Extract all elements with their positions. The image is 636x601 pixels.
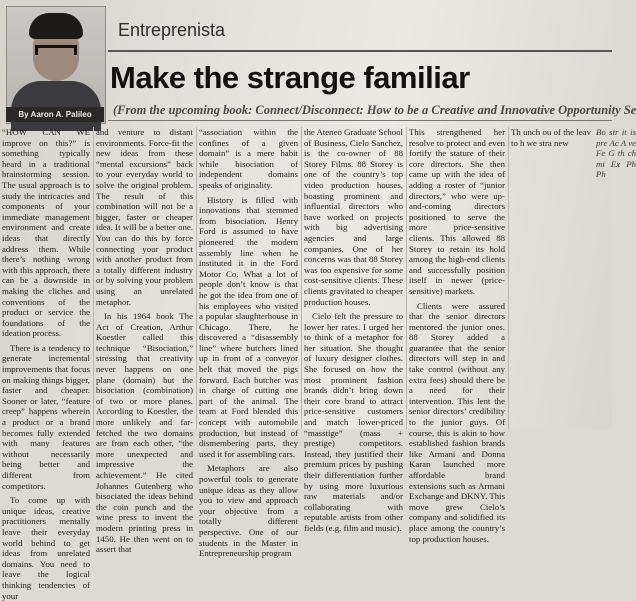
paragraph: Th unch ou of the leav to h we stra new (511, 127, 591, 148)
article-column-4 (304, 127, 403, 533)
headline: Make the strange familiar (110, 60, 470, 95)
column-rule (301, 127, 302, 429)
paragraph: Metaphors are also powerful tools to generate unique ideas as they allow you to view and approach your objective from a totally different perspective. One of our students in the Master in Entrepreneurship program (199, 463, 298, 559)
article-column-7-cropped (596, 127, 636, 429)
article-column-2 (96, 127, 193, 555)
subheadline: (From the upcoming book: Connect/Disconnect: How to be a Creative and Innovative Opportunity Se (113, 103, 636, 117)
paragraph: “HOW CAN WE improve on this?” is something typically heard in a traditional brainstorming session. The usual approach is to study the intricacies and components of your immediate management environment and create ideas that directly address them. While there’s nothing wrong with this approach, there can be a downside in making the cliches and conventions of the product or service the foundations of the ideation process. (2, 127, 90, 339)
paragraph: Cielo felt the pressure to lower her rates. I urged her to think of a metaphor for her situation. She thought of luxury designer clothes. She focused on how the most prominent fashion brands didn’t bring down their core brand to attract price-sensitive customers and match lower-priced “masstige” (mass + prestige) competitors. Instead, they justified their premium prices by pushing their differentiation further by using more luxurious raw materials and/or collaborating with reputable artists from other fields (e.g. film and music). (304, 311, 403, 533)
paragraph: Clients were assured that the senior directors mentored the junior ones. 88 Storey added a guarantee that the senior directors will step in and take control (without any extra fees) should there be a need for their intervention. This lent the senior directors’ credibility to the junior guys. Of course, this is akin to how established fashion brands like Armani and Donna Karan launched more affordable brand extensions such as Armani Exchange and DKNY. This move grew Cielo’s company and solidified its place among the country’s top production houses. (409, 300, 505, 544)
divider (108, 50, 612, 52)
column-rule (406, 127, 407, 429)
article-column-3 (199, 127, 298, 559)
paragraph: This strengthened her resolve to protect and even fortify the stature of their core directors. She then came up with the idea of adding a roster of “junior directors,” who were up-and-coming directors positioned to serve the more price-sensitive clients. This allowed 88 Storey to retain its hold among the high-end clients and successfully position itself in newer (price-sensitive) markets. (409, 127, 505, 296)
article-column-5 (409, 127, 505, 544)
divider (108, 120, 612, 121)
paragraph: Bo str it is pre Ac A ve Fe G th ch mi Ex Ph Ph (596, 127, 636, 180)
column-rule (508, 127, 509, 429)
article-column-1 (2, 127, 90, 601)
paragraph: the Ateneo Graduate School of Business, Cielo Sanchez, is the co-owner of 88 Storey Films. 88 Storey is one of the country’s top video production houses, boasting prominent and influential directors who have worked on projects with big advertising agencies and large companies. One of her concerns was that 88 Storey was too expensive for some cost-sensitive clients. These clients gravitated to cheaper production houses. (304, 127, 403, 307)
column-rule (196, 127, 197, 429)
article-column-6-cropped (511, 127, 591, 429)
section-title: Entreprenista (118, 20, 226, 40)
paragraph: History is filled with innovations that stemmed from bisociation. Henry Ford is assumed to have pioneered the modern assembly line when he instituted it in the Ford Motor Co. What a lot of people don’t know is that he got the idea from one of his employees who visited a popular slaughterhouse in Chicago. There, he discovered a “disassembly line” where butchers lined up in front of a conveyor belt that moved the pigs forward. Each butcher was in charge of cutting one part of the animal. The team at Ford blended this concept with automobile production, but instead of dismembering parts, they used it for assembling cars. (199, 194, 298, 459)
paragraph: “association within the confines of a given domain” is a mere habit while bisociation of independent domains speaks of originality. (199, 127, 298, 190)
paragraph: To come up with unique ideas, creative practitioners mentally leave their everyday world behind to get ideas from unrelated domains. You need to leave the logical thinking tendencies of your (2, 495, 90, 601)
column-rule (93, 127, 94, 429)
paragraph: In his 1964 book The Act of Creation, Arthur Koestler called this technique “Bisociation,” stressing that creativity never happens on one plane (domain) but the bisociation (combination) of two or more planes. According to Koestler, the more unlikely and far-fetched the two domains are from each other, “the more unexpected and impressive the achievement.” He cited Johannes Gutenberg who bisociated the ideas behind the coin punch and the wine press to invent the modern printing press in 1450. He then went on to assert that (96, 311, 193, 555)
paragraph: There is a tendency to generate incremental improvements that focus on making things bigger, faster and cheaper. Sooner or later, “feature creep” happens wherein a product or a brand becomes fully extended with many features without necessarily being better and different from competitors. (2, 342, 90, 491)
paragraph: and venture to distant environments. Force-fit the new ideas from these “mental excursions” back to your everyday world to solve the original problem. The result of this combination will not be a bigger, faster or cheaper idea. It will be a better one. You can do this by force connecting your product with another product from a totally different industry or by solving your problem using an unrelated metaphor. (96, 127, 193, 307)
byline: By Aaron A. Palileo (6, 107, 104, 122)
